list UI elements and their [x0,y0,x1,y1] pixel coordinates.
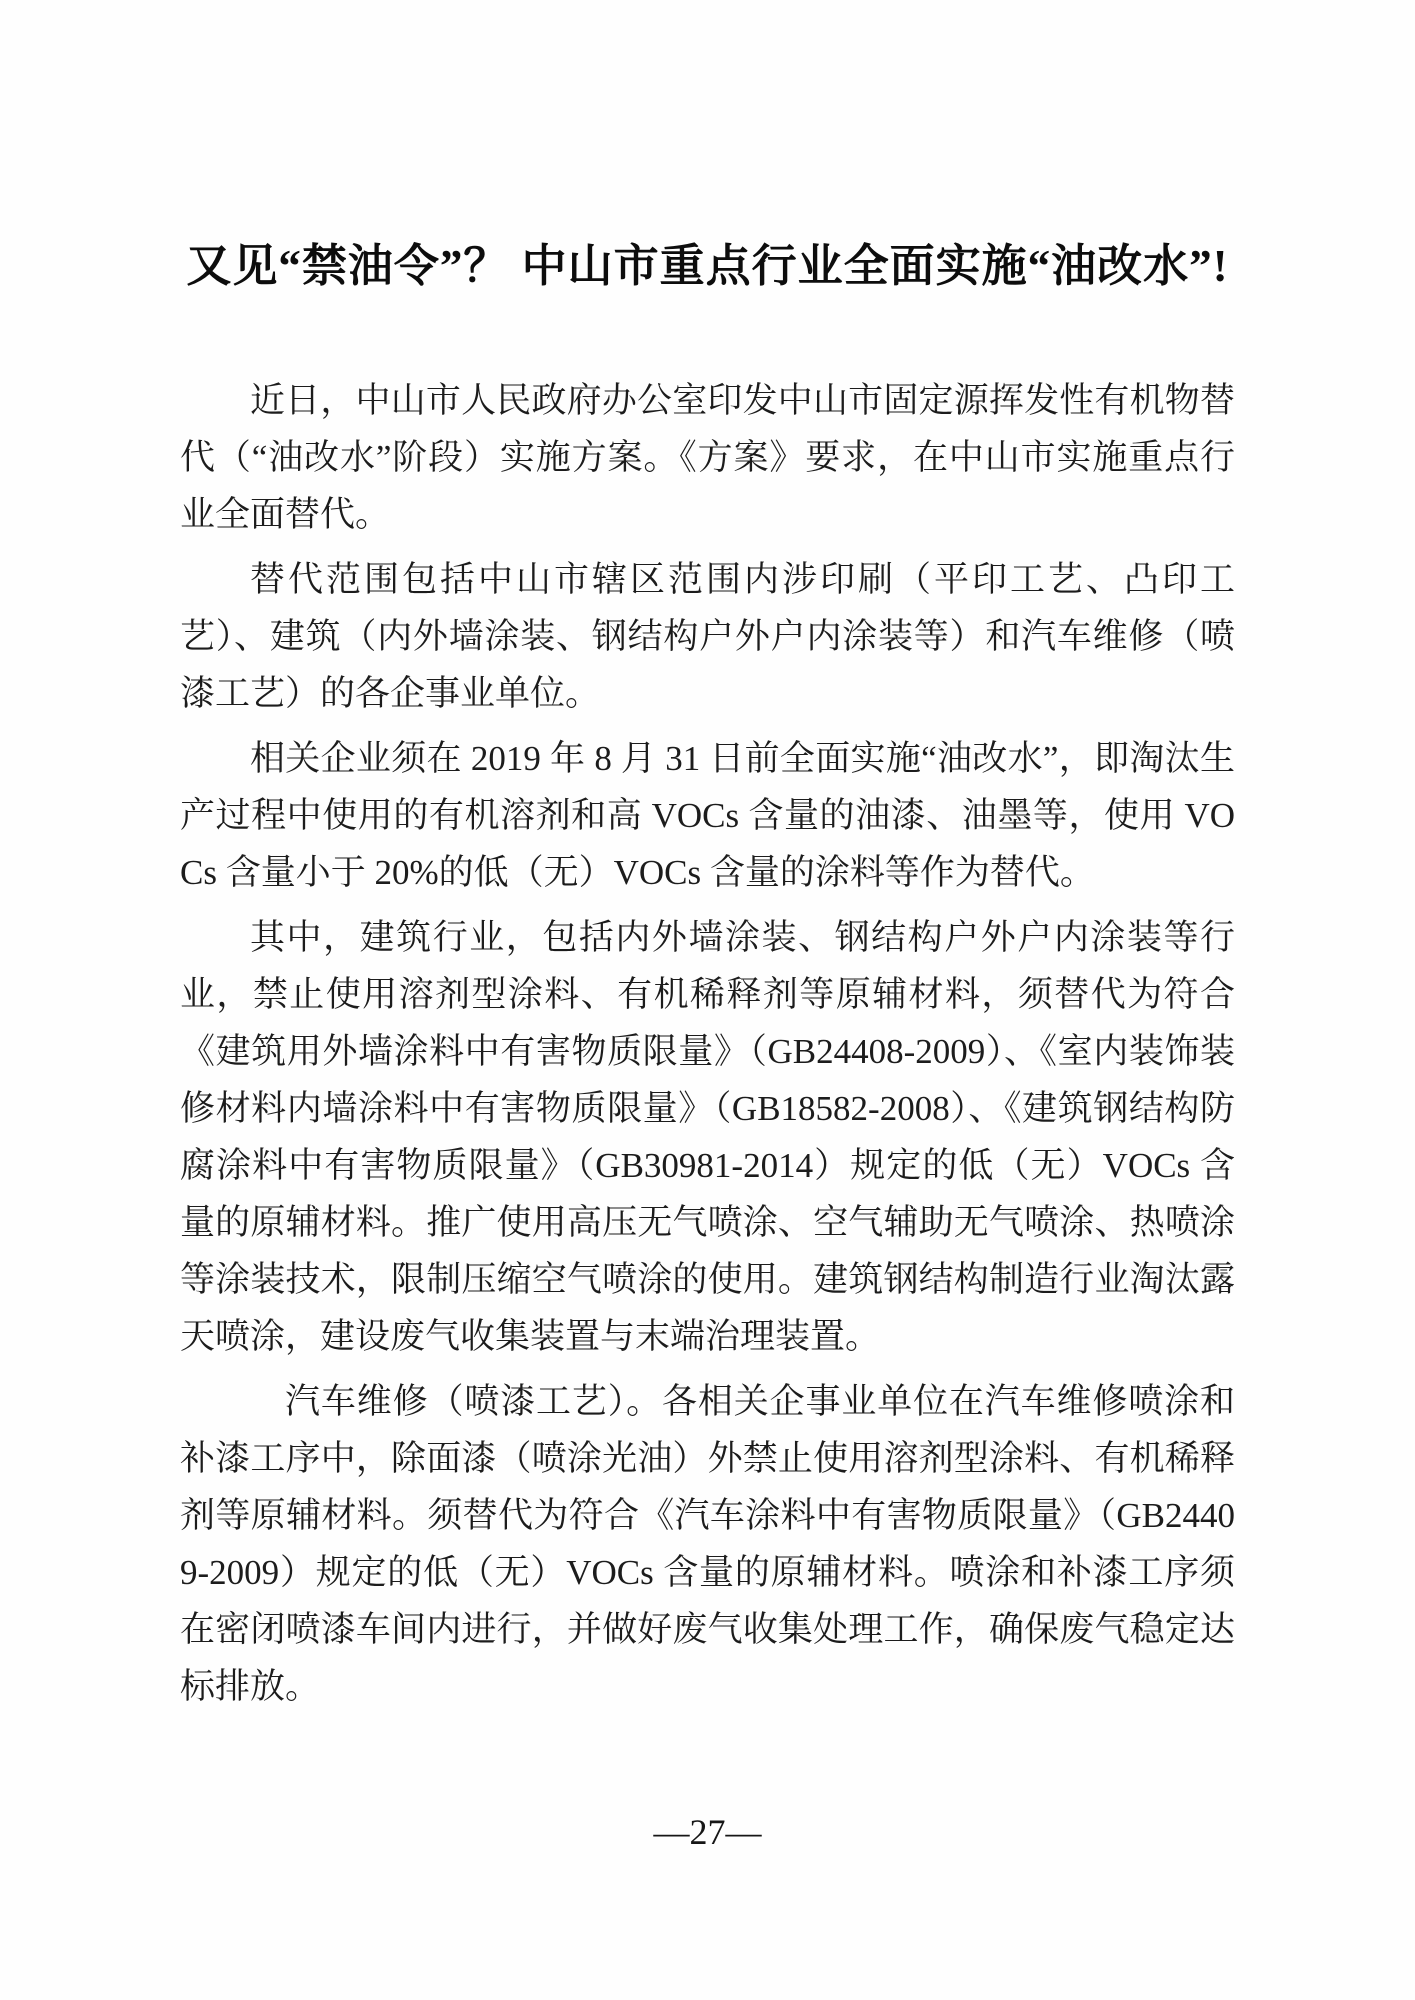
paragraph: 其中，建筑行业，包括内外墙涂装、钢结构户外户内涂装等行业，禁止使用溶剂型涂料、有机稀释剂等原辅材料，须替代为符合《建筑用外墙涂料中有害物质限量》（GB24408-2009）、《室内装饰装修材料内墙涂料中有害物质限量》（GB18582-2008）、《建筑钢结构防腐涂料中有害物质限量》（GB30981-2014）规定的低（无）VOCs 含量的原辅材料。推广使用高压无气喷涂、空气辅助无气喷涂、热喷涂等涂装技术，限制压缩空气喷涂的使用。建筑钢结构制造行业淘汰露天喷涂，建设废气收集装置与末端治理装置。 [180,918,1235,1356]
paragraph: 汽车维修（喷漆工艺）。各相关企事业单位在汽车维修喷涂和补漆工序中，除面漆（喷涂光油）外禁止使用溶剂型涂料、有机稀释剂等原辅材料。须替代为符合《汽车涂料中有害物质限量》（GB24409-2009）规定的低（无）VOCs 含量的原辅材料。喷涂和补漆工序须在密闭喷漆车间内进行，并做好废气收集处理工作，确保废气稳定达标排放。 [180,1382,1235,1706]
paragraph: 相关企业须在 2019 年 8 月 31 日前全面实施“油改水”，即淘汰生产过程中使用的有机溶剂和高 VOCs 含量的油漆、油墨等，使用 VOCs 含量小于 20%的低（无）VOCs 含量的涂料等作为替代。 [180,739,1235,892]
paragraph: 近日，中山市人民政府办公室印发中山市固定源挥发性有机物替代（“油改水”阶段）实施方案。《方案》要求，在中山市实施重点行业全面替代。 [180,381,1235,534]
body-paragraphs [180,372,1235,1715]
document-title: 又见“禁油令”？ 中山市重点行业全面实施“油改水”! [186,241,1229,291]
page-number: —27— [653,1812,762,1852]
paragraph: 替代范围包括中山市辖区范围内涉印刷（平印工艺、凸印工艺）、建筑（内外墙涂装、钢结构户外户内涂装等）和汽车维修（喷漆工艺）的各企事业单位。 [180,560,1235,713]
